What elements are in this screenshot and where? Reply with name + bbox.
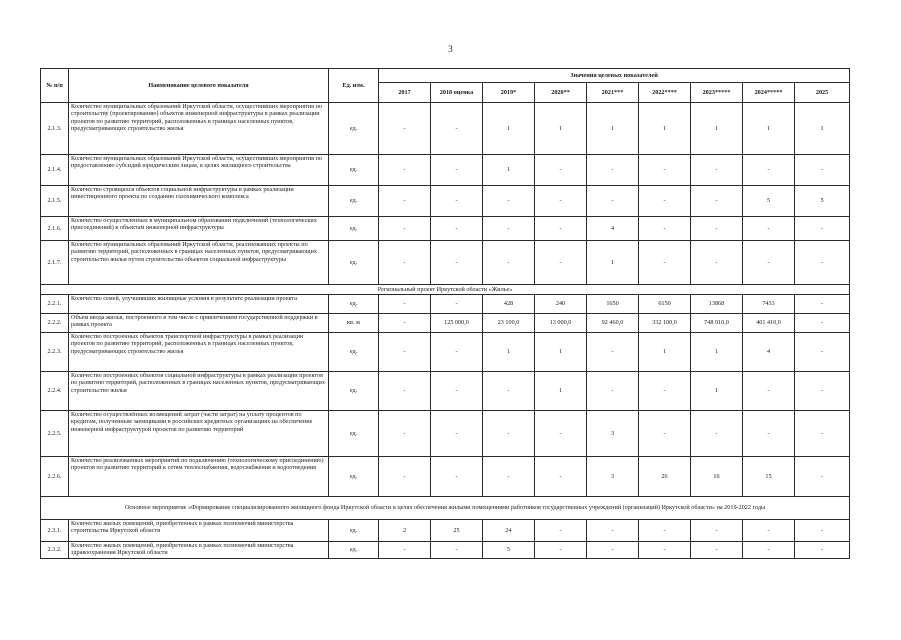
value-cell: - <box>379 295 431 314</box>
unit-cell: ед. <box>329 295 379 314</box>
value-cell: 332 100,0 <box>639 314 691 333</box>
value-cell: - <box>535 457 587 497</box>
indicator-name: Количество реализованных мероприятий по подключению (технологическому присоединению) проектов по развитию территорий к сетям теплоснабжения, водоснабжения и водоотведения <box>69 457 329 497</box>
value-cell: - <box>639 155 691 186</box>
header-year: 2021*** <box>587 83 639 103</box>
value-cell: - <box>535 217 587 241</box>
value-cell: - <box>691 520 743 542</box>
value-cell: - <box>743 411 795 457</box>
unit-cell: ед. <box>329 217 379 241</box>
table-row <box>41 314 850 333</box>
value-cell: 1 <box>587 241 639 285</box>
indicator-name: Количество построенных объектов транспортной инфраструктуры в рамках реализации проектов по развитию территорий, расположенных в границах населенных пунктов, предусматривающих строительство жилья <box>69 333 329 372</box>
value-cell: - <box>483 241 535 285</box>
value-cell: - <box>587 186 639 217</box>
value-cell: - <box>379 411 431 457</box>
header-year: 2019* <box>483 83 535 103</box>
value-cell: - <box>379 457 431 497</box>
indicators-table <box>40 68 850 559</box>
table-row <box>41 155 850 186</box>
value-cell: 5 <box>795 186 850 217</box>
table-row <box>41 186 850 217</box>
header-year: 2022**** <box>639 83 691 103</box>
unit-cell: ед. <box>329 520 379 542</box>
value-cell: 1 <box>483 155 535 186</box>
row-number: 2.1.3. <box>41 103 69 155</box>
value-cell: - <box>535 411 587 457</box>
section-title: Основное мероприятие «Формирование специализированного жилищного фонда Иркутской области в целях обеспечения жилыми помещениями работников государственных учреждений (организаций) Иркутской области» на 2019-2022 годы <box>41 497 850 520</box>
value-cell: - <box>379 241 431 285</box>
table-row <box>41 103 850 155</box>
row-number: 2.3.2. <box>41 542 69 559</box>
value-cell: 5 <box>483 542 535 559</box>
indicator-name: Количество муниципальных образований Иркутской области, осуществивших мероприятия по строительству (проектированию) объектов инженерной инфраструктуры в рамках реализации проектов по развитию территорий, расположенных в границах населенных пунктов, предусматривающих строительство жилья <box>69 103 329 155</box>
value-cell: - <box>431 186 483 217</box>
value-cell: 1 <box>639 103 691 155</box>
indicator-name: Количество построенных объектов социальной инфраструктуры в рамках реализации проектов по развитию территорий, расположенных в границах населенных пунктов, предусматривающих строительство жилья <box>69 372 329 411</box>
indicator-name: Количество жилых помещений, приобретенных в рамках полномочий министерства строительства Иркутской области <box>69 520 329 542</box>
value-cell: - <box>535 520 587 542</box>
value-cell: - <box>639 217 691 241</box>
value-cell: 23 100,0 <box>483 314 535 333</box>
value-cell: - <box>587 372 639 411</box>
value-cell: - <box>379 372 431 411</box>
value-cell: 1 <box>483 103 535 155</box>
value-cell: - <box>691 411 743 457</box>
value-cell: 125 000,0 <box>431 314 483 333</box>
value-cell: - <box>795 520 850 542</box>
row-number: 2.3.1. <box>41 520 69 542</box>
value-cell: 5 <box>743 186 795 217</box>
value-cell: - <box>535 241 587 285</box>
indicator-name: Объем ввода жилья, построенного в том числе с привлечением государственной поддержки в рамках проекта <box>69 314 329 333</box>
indicator-name: Количество строящихся объектов социальной инфраструктуры в рамках реализации инвестиционного проекта по созданию газохимического комплекса <box>69 186 329 217</box>
value-cell: - <box>483 217 535 241</box>
value-cell: 13 000,0 <box>535 314 587 333</box>
value-cell: 1650 <box>587 295 639 314</box>
header-year: 2017 <box>379 83 431 103</box>
value-cell: - <box>587 155 639 186</box>
value-cell: 1 <box>691 103 743 155</box>
value-cell: - <box>691 155 743 186</box>
row-number: 2.2.3. <box>41 333 69 372</box>
table-row <box>41 295 850 314</box>
row-number: 2.2.2. <box>41 314 69 333</box>
unit-cell: ед. <box>329 103 379 155</box>
table-row <box>41 542 850 559</box>
value-cell: - <box>587 542 639 559</box>
header-name: Наименование целевого показателя <box>69 69 329 103</box>
value-cell: 1 <box>535 372 587 411</box>
value-cell: - <box>379 314 431 333</box>
table-row <box>41 520 850 542</box>
indicator-name: Количество муниципальных образований Иркутской области, реализовавших проекты по развитию территорий, расположенных в границах населенных пунктов, предусматривающих строительство жилья путем строительства объектов социальной инфраструктуры <box>69 241 329 285</box>
unit-cell: кв. м <box>329 314 379 333</box>
table-row <box>41 217 850 241</box>
value-cell: - <box>431 411 483 457</box>
row-number: 2.1.4. <box>41 155 69 186</box>
unit-cell: ед. <box>329 457 379 497</box>
value-cell: - <box>691 241 743 285</box>
value-cell: 1 <box>691 372 743 411</box>
section-row <box>41 497 850 520</box>
value-cell: - <box>691 542 743 559</box>
value-cell: 25 <box>431 520 483 542</box>
value-cell: 1 <box>743 103 795 155</box>
value-cell: - <box>431 103 483 155</box>
unit-cell: ед. <box>329 411 379 457</box>
value-cell: - <box>795 542 850 559</box>
value-cell: - <box>431 241 483 285</box>
value-cell: - <box>795 155 850 186</box>
unit-cell: ед. <box>329 372 379 411</box>
row-number: 2.1.7. <box>41 241 69 285</box>
value-cell: - <box>431 542 483 559</box>
value-cell: - <box>691 186 743 217</box>
header-values-title: Значения целевых показателей <box>379 69 850 83</box>
value-cell: - <box>743 217 795 241</box>
value-cell: - <box>535 155 587 186</box>
header-unit: Ед. изм. <box>329 69 379 103</box>
value-cell: 4 <box>587 217 639 241</box>
value-cell: - <box>431 457 483 497</box>
value-cell: - <box>431 217 483 241</box>
value-cell: 3 <box>587 411 639 457</box>
indicator-name: Количество муниципальных образований Иркутской области, осуществивших мероприятия по предоставлению субсидий юридическим лицам, в целях жилищного строительства <box>69 155 329 186</box>
value-cell: 7433 <box>743 295 795 314</box>
unit-cell: ед. <box>329 333 379 372</box>
value-cell: - <box>639 241 691 285</box>
value-cell: - <box>743 372 795 411</box>
unit-cell: ед. <box>329 155 379 186</box>
table-row <box>41 333 850 372</box>
unit-cell: ед. <box>329 241 379 285</box>
value-cell: - <box>743 155 795 186</box>
row-number: 2.2.1. <box>41 295 69 314</box>
value-cell: 1 <box>691 333 743 372</box>
indicator-name: Количество осуществлённых возмещений затрат (части затрат) на уплату процентов по кредитам, полученным заемщиками в российских кредитных организациях на обеспечение инженерной инфраструктурой проектов по развитию территорий <box>69 411 329 457</box>
table-row <box>41 241 850 285</box>
header-year: 2020** <box>535 83 587 103</box>
value-cell: - <box>483 457 535 497</box>
indicator-name: Количество жилых помещений, приобретенных в рамках полномочий министерства здравоохранения Иркутской области <box>69 542 329 559</box>
table-row <box>41 457 850 497</box>
value-cell: - <box>379 542 431 559</box>
row-number: 2.1.5. <box>41 186 69 217</box>
value-cell: - <box>639 520 691 542</box>
value-cell: - <box>431 372 483 411</box>
value-cell: 15 <box>743 457 795 497</box>
row-number: 2.2.5. <box>41 411 69 457</box>
value-cell: 748 910,0 <box>691 314 743 333</box>
section-row <box>41 285 850 295</box>
value-cell: 4 <box>743 333 795 372</box>
value-cell: 1 <box>483 333 535 372</box>
value-cell: - <box>379 186 431 217</box>
value-cell: - <box>743 520 795 542</box>
value-cell: - <box>743 241 795 285</box>
value-cell: - <box>431 295 483 314</box>
value-cell: 6150 <box>639 295 691 314</box>
value-cell: 13868 <box>691 295 743 314</box>
value-cell: 1 <box>795 103 850 155</box>
value-cell: 1 <box>535 333 587 372</box>
value-cell: - <box>795 372 850 411</box>
value-cell: 401 410,0 <box>743 314 795 333</box>
value-cell: - <box>795 333 850 372</box>
value-cell: - <box>795 241 850 285</box>
value-cell: 428 <box>483 295 535 314</box>
unit-cell: ед. <box>329 186 379 217</box>
indicator-name: Количество осуществленных в муниципальном образовании подключений (технологических присоединений) к объектам инженерной инфраструктуры <box>69 217 329 241</box>
value-cell: 16 <box>691 457 743 497</box>
table-row <box>41 411 850 457</box>
value-cell: - <box>639 186 691 217</box>
value-cell: 1 <box>639 333 691 372</box>
unit-cell: ед. <box>329 542 379 559</box>
value-cell: 1 <box>535 103 587 155</box>
value-cell: - <box>379 103 431 155</box>
value-cell: 1 <box>587 103 639 155</box>
value-cell: - <box>379 155 431 186</box>
value-cell: - <box>691 217 743 241</box>
section-title: Региональный проект Иркутской области «Жилье» <box>41 285 850 295</box>
value-cell: - <box>743 542 795 559</box>
header-year: 2018 оценка <box>431 83 483 103</box>
value-cell: 26 <box>639 457 691 497</box>
header-num: № п/п <box>41 69 69 103</box>
value-cell: - <box>639 542 691 559</box>
value-cell: 3 <box>587 457 639 497</box>
value-cell: - <box>431 155 483 186</box>
row-number: 2.2.4. <box>41 372 69 411</box>
row-number: 2.2.6. <box>41 457 69 497</box>
value-cell: 92 460,0 <box>587 314 639 333</box>
value-cell: - <box>535 542 587 559</box>
value-cell: - <box>639 411 691 457</box>
value-cell: 2 <box>379 520 431 542</box>
value-cell: - <box>587 333 639 372</box>
value-cell: - <box>639 372 691 411</box>
value-cell: - <box>379 333 431 372</box>
value-cell: - <box>535 186 587 217</box>
header-year: 2024***** <box>743 83 795 103</box>
value-cell: - <box>483 372 535 411</box>
value-cell: - <box>483 411 535 457</box>
indicator-name: Количество семей, улучшивших жилищные условия в результате реализации проекта <box>69 295 329 314</box>
header-year: 2023***** <box>691 83 743 103</box>
value-cell: - <box>379 217 431 241</box>
value-cell: - <box>795 217 850 241</box>
value-cell: - <box>483 186 535 217</box>
value-cell: - <box>795 295 850 314</box>
value-cell: - <box>795 457 850 497</box>
value-cell: - <box>795 411 850 457</box>
header-year: 2025 <box>795 83 850 103</box>
value-cell: - <box>795 314 850 333</box>
value-cell: - <box>587 520 639 542</box>
value-cell: 240 <box>535 295 587 314</box>
page-number: 3 <box>448 44 453 54</box>
value-cell: 24 <box>483 520 535 542</box>
value-cell: - <box>431 333 483 372</box>
row-number: 2.1.6. <box>41 217 69 241</box>
table-row <box>41 372 850 411</box>
